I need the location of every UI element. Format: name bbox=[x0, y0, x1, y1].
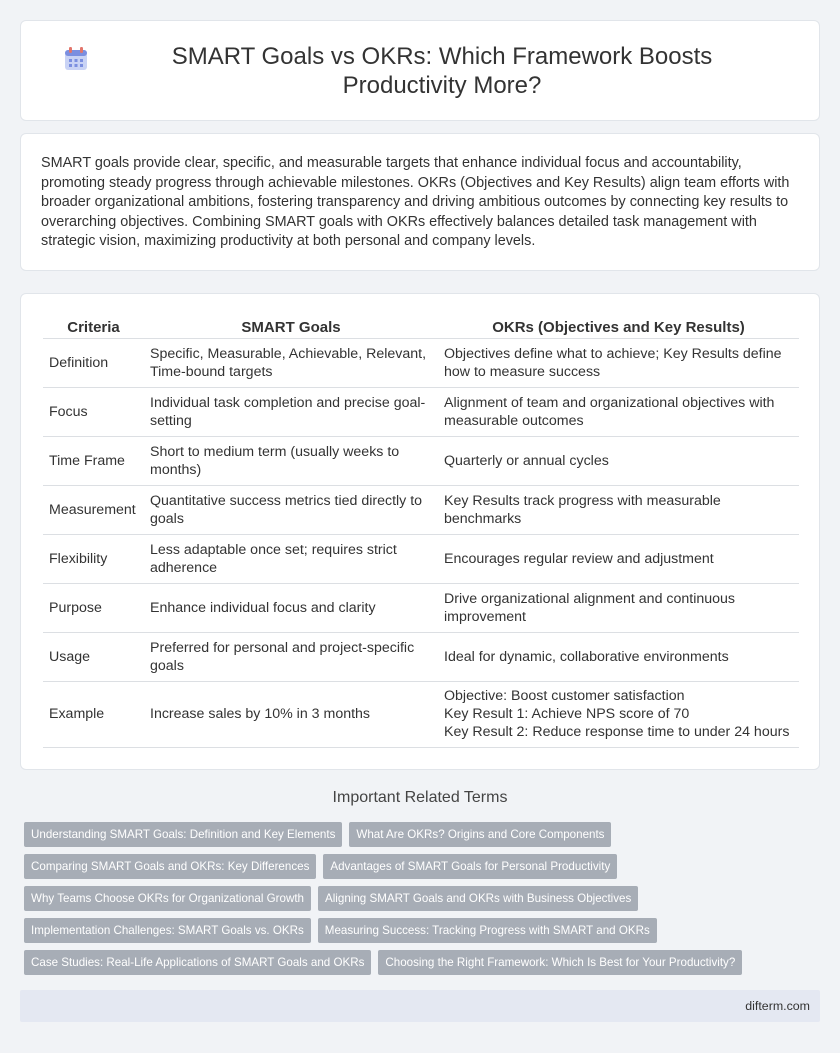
okr-key-result-line: Key Result 2: Reduce response time to under 24 hours bbox=[444, 724, 790, 740]
smart-cell: Preferred for personal and project-specific goals bbox=[144, 632, 438, 681]
header-card bbox=[20, 20, 820, 121]
criteria-cell: Measurement bbox=[43, 485, 144, 534]
smart-cell: Individual task completion and precise goal-setting bbox=[144, 387, 438, 436]
table-row bbox=[43, 387, 799, 436]
header-smart-goals: SMART Goals bbox=[144, 314, 438, 338]
okr-cell: Key Results track progress with measurable benchmarks bbox=[438, 485, 799, 534]
okr-cell bbox=[438, 681, 799, 747]
footer-site-link[interactable]: difterm.com bbox=[745, 999, 810, 1013]
related-term-link[interactable]: Comparing SMART Goals and OKRs: Key Differences bbox=[24, 854, 316, 879]
related-terms-list bbox=[24, 822, 824, 982]
okr-cell: Quarterly or annual cycles bbox=[438, 436, 799, 485]
smart-cell: Enhance individual focus and clarity bbox=[144, 583, 438, 632]
page-title: SMART Goals vs OKRs: Which Framework Boosts Productivity More? bbox=[171, 42, 713, 99]
comparison-table bbox=[43, 314, 799, 748]
okr-cell: Alignment of team and organizational objectives with measurable outcomes bbox=[438, 387, 799, 436]
footer bbox=[20, 990, 820, 1022]
table-row bbox=[43, 681, 799, 747]
header-okrs: OKRs (Objectives and Key Results) bbox=[438, 314, 799, 338]
table-row bbox=[43, 583, 799, 632]
smart-cell: Short to medium term (usually weeks to months) bbox=[144, 436, 438, 485]
header-criteria: Criteria bbox=[43, 314, 144, 338]
intro-paragraph: SMART goals provide clear, specific, and measurable targets that enhance individual focus and accountability, promoting steady progress through achievable milestones. OKRs (Objectives and Key Results) align team efforts with broader organizational ambitions, fostering transparency and driving ambitious outcomes by connecting key results to overarching objectives. Combining SMART goals with OKRs effectively balances detailed task management with strategic vision, maximizing productivity at both personal and company levels. bbox=[41, 155, 790, 250]
criteria-cell: Purpose bbox=[43, 583, 144, 632]
criteria-cell: Time Frame bbox=[43, 436, 144, 485]
table-row bbox=[43, 485, 799, 534]
table-row bbox=[43, 632, 799, 681]
related-term-link[interactable]: Measuring Success: Tracking Progress with SMART and OKRs bbox=[318, 918, 657, 943]
criteria-cell: Definition bbox=[43, 338, 144, 387]
related-term-link[interactable]: Choosing the Right Framework: Which Is Best for Your Productivity? bbox=[378, 950, 742, 975]
related-term-link[interactable]: Case Studies: Real-Life Applications of SMART Goals and OKRs bbox=[24, 950, 371, 975]
criteria-cell: Focus bbox=[43, 387, 144, 436]
smart-cell: Less adaptable once set; requires strict adherence bbox=[144, 534, 438, 583]
smart-cell: Increase sales by 10% in 3 months bbox=[144, 681, 438, 747]
okr-objective-line: Objective: Boost customer satisfaction bbox=[444, 688, 685, 704]
calendar-grid-icon bbox=[63, 46, 89, 72]
table-row bbox=[43, 338, 799, 387]
table-header-row bbox=[43, 314, 799, 338]
related-term-link[interactable]: Why Teams Choose OKRs for Organizational Growth bbox=[24, 886, 311, 911]
related-term-link[interactable]: Understanding SMART Goals: Definition and Key Elements bbox=[24, 822, 342, 847]
okr-cell: Drive organizational alignment and continuous improvement bbox=[438, 583, 799, 632]
related-term-link[interactable]: Implementation Challenges: SMART Goals vs. OKRs bbox=[24, 918, 311, 943]
okr-cell: Ideal for dynamic, collaborative environments bbox=[438, 632, 799, 681]
okr-cell: Encourages regular review and adjustment bbox=[438, 534, 799, 583]
table-row bbox=[43, 436, 799, 485]
table-row bbox=[43, 534, 799, 583]
okr-key-result-line: Key Result 1: Achieve NPS score of 70 bbox=[444, 706, 690, 722]
comparison-card bbox=[20, 293, 820, 770]
related-terms-title: Important Related Terms bbox=[332, 789, 508, 806]
criteria-cell: Flexibility bbox=[43, 534, 144, 583]
smart-cell: Specific, Measurable, Achievable, Relevant, Time-bound targets bbox=[144, 338, 438, 387]
criteria-cell: Example bbox=[43, 681, 144, 747]
related-term-link[interactable]: What Are OKRs? Origins and Core Components bbox=[349, 822, 611, 847]
criteria-cell: Usage bbox=[43, 632, 144, 681]
related-term-link[interactable]: Advantages of SMART Goals for Personal Productivity bbox=[323, 854, 617, 879]
smart-cell: Quantitative success metrics tied directly to goals bbox=[144, 485, 438, 534]
intro-card bbox=[20, 133, 820, 271]
related-term-link[interactable]: Aligning SMART Goals and OKRs with Business Objectives bbox=[318, 886, 638, 911]
okr-cell: Objectives define what to achieve; Key Results define how to measure success bbox=[438, 338, 799, 387]
